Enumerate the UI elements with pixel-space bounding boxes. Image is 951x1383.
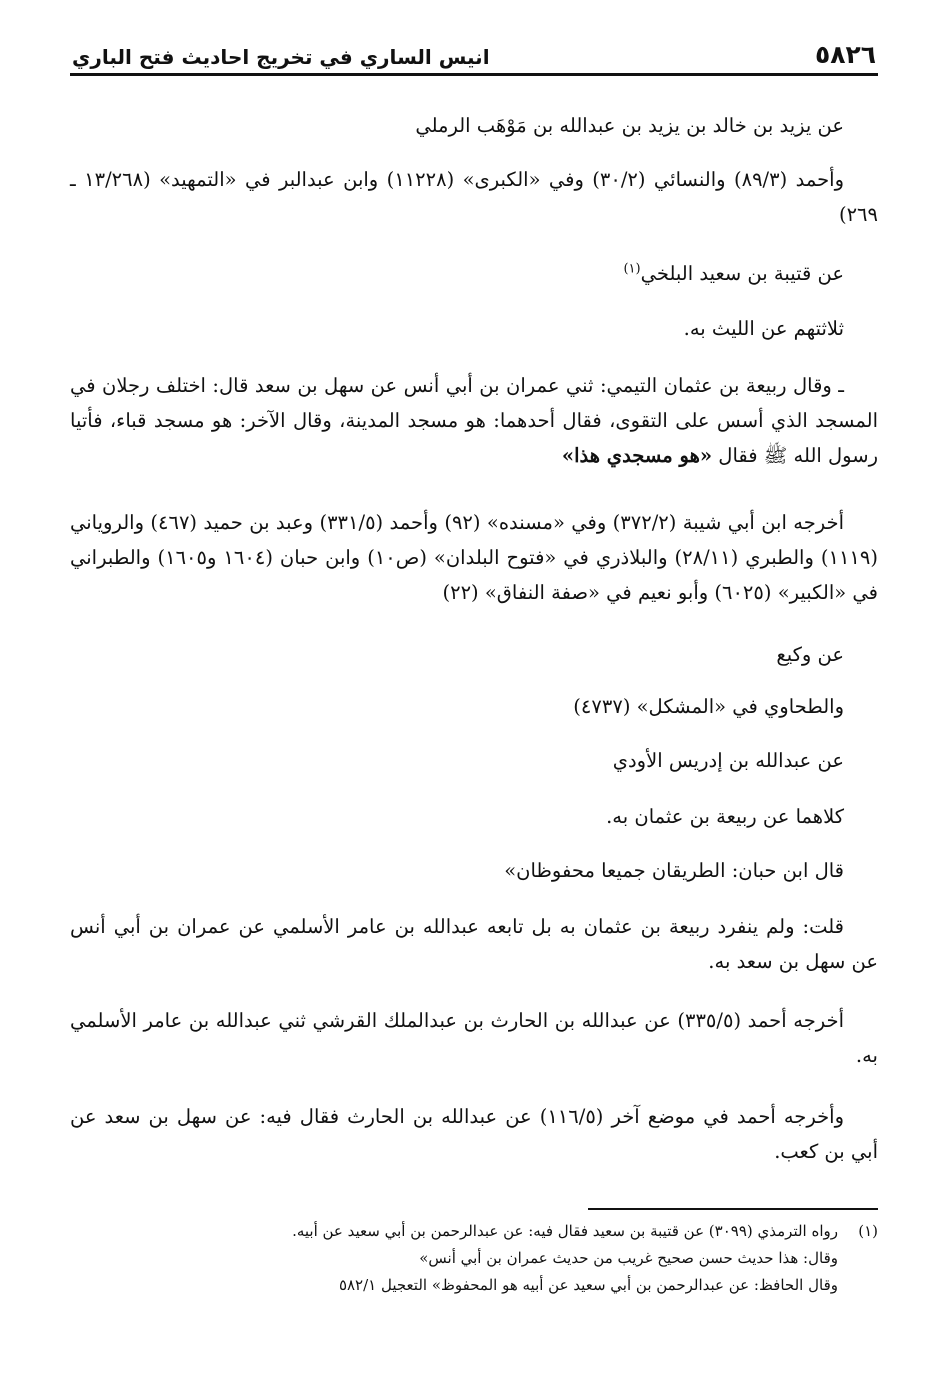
document-page: [70, 38, 878, 1294]
paragraph-11: قال ابن حبان: الطريقان جميعا محفوظان»: [504, 859, 844, 882]
footnote-1: [70, 1218, 878, 1245]
paragraph-2: وأحمد (٨٩/٣) والنسائي (٣٠/٢) وفي «الكبرى» (١١٢٢٨) وابن عبدالبر في «التمهيد» (١٣/٢٦٨ ـ ٢٦٩): [70, 168, 878, 226]
paragraph-13: أخرجه أحمد (٣٣٥/٥) عن عبدالله بن الحارث بن عبدالملك القرشي ثني عبدالله بن عامر الأسلمي به.: [70, 1009, 878, 1067]
paragraph-12: قلت: ولم ينفرد ربيعة بن عثمان به بل تابعه عبدالله بن عامر الأسلمي عن عمران بن أبي أنس عن سهل بن سعد به.: [70, 915, 878, 973]
paragraph-10: كلاهما عن ربيعة بن عثمان به.: [606, 805, 844, 828]
footnote-marker: (١): [858, 1222, 878, 1240]
footnote-1-line-2: وقال: هذا حديث حسن صحيح غريب من حديث عمران بن أبي أنس»: [419, 1249, 838, 1267]
paragraph-3: [70, 256, 878, 291]
paragraph-5-text: ـ وقال ربيعة بن عثمان التيمي: ثني عمران بن أبي أنس عن سهل بن سعد قال: اختلف رجلان في المسجد الذي أسس على التقوى، فقال أحدهما: هو مسجد المدينة، وقال الآخر: هو مسجد قباء، فأتيا رسول الله ﷺ فقال: [70, 374, 878, 467]
paragraph-5-quote: «هو مسجدي هذا»: [561, 444, 713, 467]
paragraph-7: عن وكيع: [776, 643, 844, 666]
paragraph-9: عن عبدالله بن إدريس الأودي: [612, 749, 844, 772]
page-number: ٥٨٢٦: [814, 40, 876, 69]
page-header: [70, 38, 878, 76]
paragraph-5: [70, 368, 878, 473]
running-title: انيس الساري في تخريج احاديث فتح الباري: [72, 45, 490, 69]
footnotes: [70, 1218, 878, 1299]
paragraph-8: والطحاوي في «المشكل» (٤٧٣٧): [573, 695, 844, 718]
paragraph-6: أخرجه ابن أبي شيبة (٣٧٢/٢) وفي «مسنده» (٩٢) وأحمد (٣٣١/٥) وعبد بن حميد (٤٦٧) والروياني (١١١٩) والطبري (٢٨/١١) والبلاذري في «فتوح البلدان» (ص١٠) وابن حبان (١٦٠٤ و١٦٠٥) والطبراني في «الكبير» (٦٠٢٥) وأبو نعيم في «صفة النفاق» (٢٢): [70, 511, 878, 604]
footnote-1-line-3: وقال الحافظ: عن عبدالرحمن بن أبي سعيد عن أبيه هو المحفوظ» التعجيل ٥٨٢/١: [338, 1276, 838, 1294]
paragraph-1: عن يزيد بن خالد بن يزيد بن عبدالله بن مَوْهَب الرملي: [415, 114, 844, 137]
paragraph-3-text: عن قتيبة بن سعيد البلخي: [640, 262, 844, 285]
footnote-1-text: رواه الترمذي (٣٠٩٩) عن قتيبة بن سعيد فقال فيه: عن عبدالرحمن بن أبي سعيد عن أبيه.: [292, 1222, 838, 1240]
paragraph-14: وأخرجه أحمد في موضع آخر (١١٦/٥) عن عبدالله بن الحارث فقال فيه: عن سهل بن سعد عن أبي بن كعب.: [70, 1105, 878, 1163]
footnote-ref-1: (١): [623, 261, 641, 277]
footnote-separator: [588, 1208, 878, 1210]
paragraph-4: ثلاثتهم عن الليث به.: [683, 317, 844, 340]
